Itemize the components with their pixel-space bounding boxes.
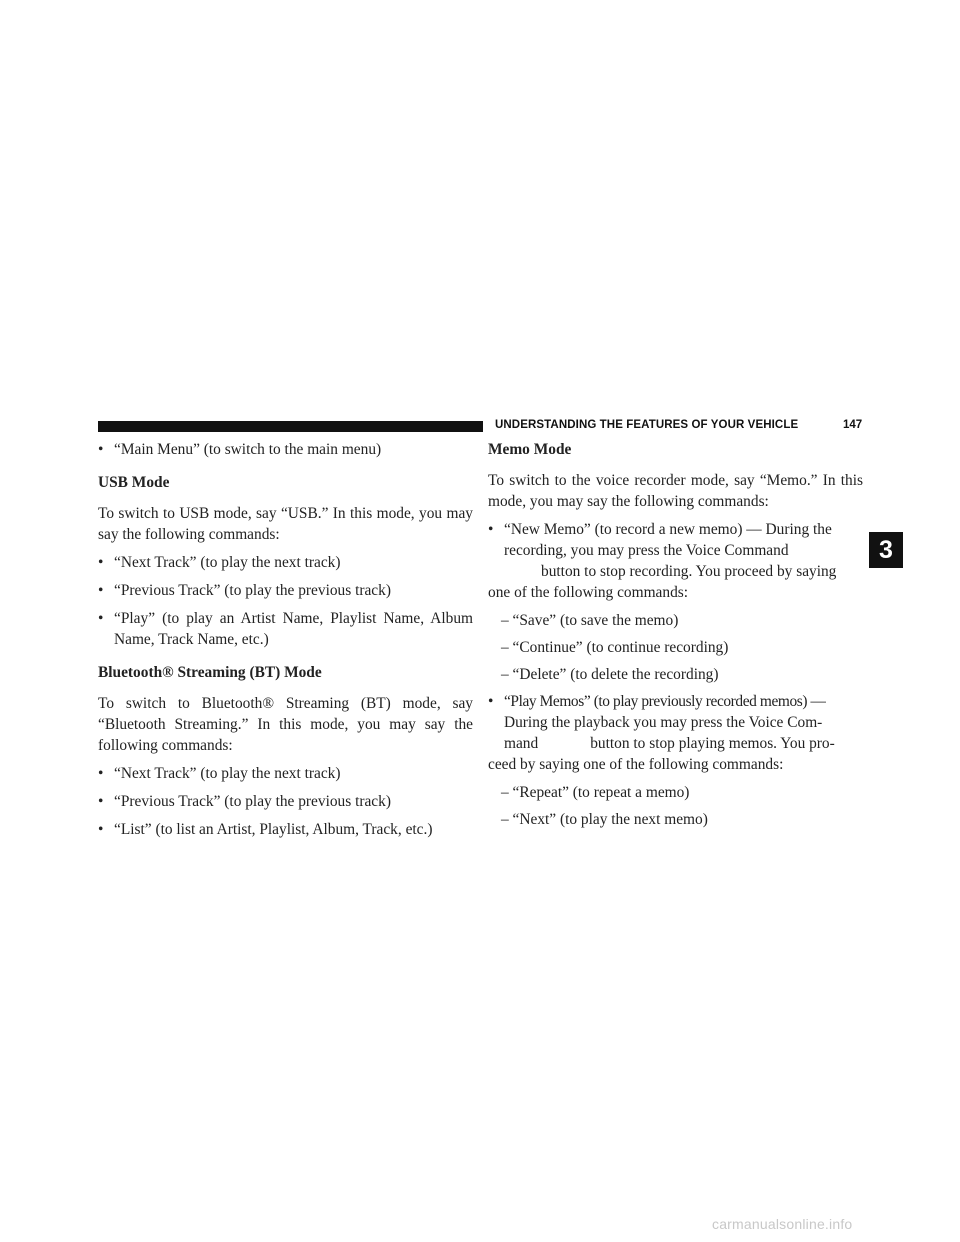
usb-bullet-previous-track: • “Previous Track” (to play the previous track)	[98, 580, 473, 601]
new-memo-line-1: “New Memo” (to record a new memo) — During the	[504, 521, 832, 538]
new-memo-sub-save: – “Save” (to save the memo)	[501, 612, 679, 629]
watermark: carmanualsonline.info	[712, 1216, 853, 1232]
bt-bullet-list: • “List” (to list an Artist, Playlist, Album, Track, etc.)	[98, 819, 473, 840]
memo-mode-heading: Memo Mode	[488, 441, 572, 458]
usb-mode-heading: USB Mode	[98, 474, 170, 491]
new-memo-sub-delete: – “Delete” (to delete the recording)	[501, 666, 719, 683]
right-column	[488, 439, 863, 836]
bullet-main-menu: • “Main Menu” (to switch to the main menu)	[98, 439, 473, 460]
play-memos-line-3b: button to stop playing memos. You pro-	[590, 735, 835, 752]
left-column	[98, 439, 473, 847]
play-memos-line-2: During the playback you may press the Voice Com-	[504, 714, 823, 731]
play-memos-line-1: “Play Memos” (to play previously recorded memos) —	[504, 693, 826, 710]
bullet-new-memo	[488, 519, 863, 582]
new-memo-line-4: one of the following commands:	[488, 584, 689, 601]
bt-mode-heading: Bluetooth® Streaming (BT) Mode	[98, 664, 322, 681]
page-number: 147	[843, 419, 863, 431]
play-memos-line-4: ceed by saying one of the following commands:	[488, 756, 784, 773]
memo-intro-paragraph: To switch to the voice recorder mode, say “Memo.” In this mode, you may say the following commands:	[488, 472, 863, 510]
chapter-tab[interactable]: 3	[869, 532, 903, 568]
bt-bullet-next-track: • “Next Track” (to play the next track)	[98, 763, 473, 784]
usb-intro-paragraph: To switch to USB mode, say “USB.” In this mode, you may say the following commands:	[98, 505, 473, 543]
play-memos-line-3a: mand	[504, 735, 539, 752]
usb-bullet-play: • “Play” (to play an Artist Name, Playlist Name, Album Name, Track Name, etc.)	[98, 608, 473, 650]
new-memo-line-3: button to stop recording. You proceed by saying	[541, 563, 837, 580]
header-rule	[98, 421, 483, 432]
new-memo-line-2: recording, you may press the Voice Command	[504, 542, 789, 559]
play-memos-sub-repeat: – “Repeat” (to repeat a memo)	[501, 784, 690, 801]
play-memos-sub-next: – “Next” (to play the next memo)	[501, 811, 708, 828]
usb-bullet-next-track: • “Next Track” (to play the next track)	[98, 552, 473, 573]
bt-intro-paragraph: To switch to Bluetooth® Streaming (BT) mode, say “Bluetooth Streaming.” In this mode, you may say the following commands:	[98, 695, 473, 754]
bullet-play-memos	[488, 691, 863, 754]
new-memo-sub-continue: – “Continue” (to continue recording)	[501, 639, 729, 656]
bt-bullet-previous-track: • “Previous Track” (to play the previous track)	[98, 791, 473, 812]
section-header-title: UNDERSTANDING THE FEATURES OF YOUR VEHICLE	[495, 419, 799, 431]
